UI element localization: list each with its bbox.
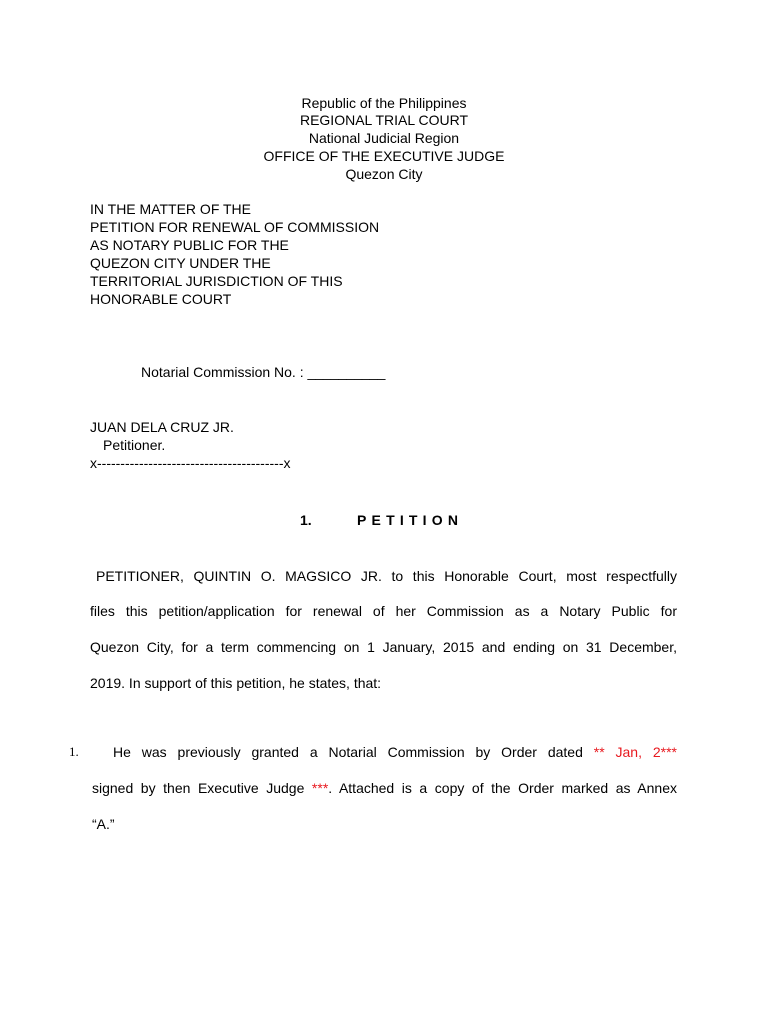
- intro-line: PETITIONER, QUINTIN O. MAGSICO JR. to this Honorable Court, most respectfully: [96, 568, 677, 584]
- item-line: [92, 779, 677, 797]
- header-office: OFFICE OF THE EXECUTIVE JUDGE: [263, 148, 505, 164]
- caption-separator: x----------------------------------------x: [90, 455, 291, 471]
- intro-line: files this petition/application for renewal of her Commission as a Notary Public for: [90, 603, 677, 619]
- caption-matter-line: TERRITORIAL JURISDICTION OF THIS: [90, 273, 343, 289]
- petitioner-role: Petitioner.: [103, 437, 166, 453]
- intro-line: Quezon City, for a term commencing on 1 January, 2015 and ending on 31 December,: [90, 639, 677, 655]
- item-number: 1.: [69, 744, 79, 759]
- title-number: 1.: [300, 512, 312, 528]
- header-court: REGIONAL TRIAL COURT: [299, 112, 469, 128]
- placeholder-date: ** Jan, 2***: [593, 744, 677, 760]
- item-line: [113, 743, 677, 761]
- intro-line: 2019. In support of this petition, he states, that:: [90, 675, 382, 691]
- petitioner-name: JUAN DELA CRUZ JR.: [90, 419, 234, 435]
- item-text: . Attached is a copy of the Order marked as Annex: [328, 780, 677, 796]
- header-region: National Judicial Region: [308, 130, 460, 146]
- placeholder-judge: ***: [311, 780, 329, 796]
- caption-matter-line: IN THE MATTER OF THE: [90, 201, 252, 217]
- caption-matter-line: HONORABLE COURT: [90, 291, 232, 307]
- caption-matter-line: PETITION FOR RENEWAL OF COMMISSION: [90, 219, 380, 235]
- caption-matter-line: AS NOTARY PUBLIC FOR THE: [90, 237, 289, 253]
- header-republic: Republic of the Philippines: [301, 95, 467, 111]
- item-text: He was previously granted a Notarial Commission by Order dated: [113, 744, 583, 760]
- header-city: Quezon City: [345, 166, 423, 182]
- title-word: PETITION: [357, 512, 464, 528]
- item-line: “A.”: [92, 816, 115, 832]
- item-text: signed by then Executive Judge: [92, 780, 305, 796]
- caption-matter-line: QUEZON CITY UNDER THE: [90, 255, 271, 271]
- commission-number-field: Notarial Commission No. : __________: [141, 364, 386, 380]
